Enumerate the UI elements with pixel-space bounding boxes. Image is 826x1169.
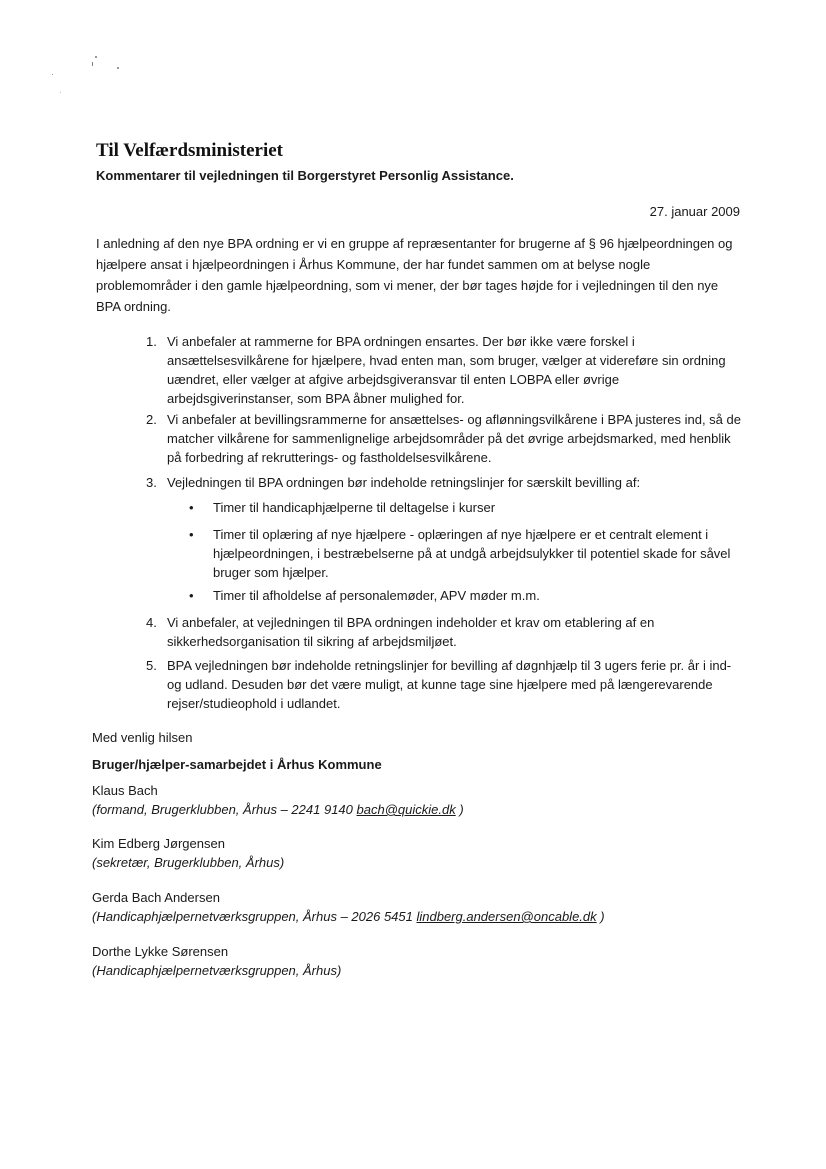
signatory-role [92,909,605,924]
bullet-item [189,586,749,605]
letter-title: Til Velfærdsministeriet [96,140,284,161]
bullet-item [189,525,749,582]
list-item [146,410,746,467]
signatory-role-close: ) [596,909,605,924]
signatory-name: Dorthe Lykke Sørensen [92,944,229,959]
signatory-name: Klaus Bach [92,783,158,798]
bullet-icon: • [189,588,194,603]
letter-date: 27. januar 2009 [649,204,740,219]
bullet-text: Timer til handicaphjælperne til deltagelse i kurser [213,500,496,515]
list-item [146,656,746,713]
bullet-text: Timer til oplæring af nye hjælpere - oplæringen af nye hjælpere er et centralt element i hjælpeordningen, i bestræbelserne på at undgå arbejdsulykker til potentiel skade for såvel bruger som hjælper. [213,527,731,580]
intro-paragraph: I anledning af den nye BPA ordning er vi en gruppe af repræsentanter for brugerne af § 96 hjælpeordningen og hjælpere ansat i hjælpeordningen i Århus Kommune, der har fundet sammen om at belyse nogle problemområder i den gamle hjælpeordning, som vi mener, der bør tages højde for i vejledningen til den nye BPA ordning. [96,236,733,314]
signatory-role: (Handicaphjælpernetværksgruppen, Århus) [92,963,342,978]
organization-name: Bruger/hjælper-samarbejdet i Århus Kommune [92,757,382,772]
bullet-item [189,498,749,517]
list-text: Vi anbefaler at rammerne for BPA ordningen ensartes. Der bør ikke være forskel i ansættelsesvilkårene for hjælpere, hvad enten man, som bruger, vælger at videreføre sin ordning uændret, eller vælger at afgive arbejdsgiveransvar til enten LOBPA eller øvrige arbejdsgiverinstanser, som BPA åbner mulighed for. [167,334,726,406]
list-text: Vi anbefaler at bevillingsrammerne for ansættelses- og aflønningsvilkårene i BPA justeres ind, så de matcher vilkårene for sammenlignelige arbejdsområder på det øvrige arbejdsmarked, med henblik på forbedring af rekrutterings- og fastholdelsesvilkårene. [167,412,741,465]
signatory-role: (sekretær, Brugerklubben, Århus) [92,855,285,870]
signatory-name: Kim Edberg Jørgensen [92,836,225,851]
list-number: 4. [146,615,157,630]
signatory-role [92,802,464,817]
list-number: 1. [146,334,157,349]
signatory-role-text: (Handicaphjælpernetværksgruppen, Århus – 2026 5451 [92,909,417,924]
letter-subtitle: Kommentarer til vejledningen til Borgerstyret Personlig Assistance. [96,168,514,183]
list-number: 5. [146,658,157,673]
list-item [146,473,746,492]
bullet-icon: • [189,500,194,515]
list-text: BPA vejledningen bør indeholde retningslinjer for bevilling af døgnhjælp til 3 ugers ferie pr. år i ind- og udland. Desuden bør det være muligt, at kunne tage sine hjælpere med på længerevarende rejser/studieophold i udlandet. [167,658,732,711]
signatory-role-text: (formand, Brugerklubben, Århus – 2241 9140 [92,802,357,817]
greeting: Med venlig hilsen [92,730,193,745]
signatory-role-close: ) [455,802,464,817]
list-text: Vejledningen til BPA ordningen bør indeholde retningslinjer for særskilt bevilling af: [167,475,641,490]
list-item [146,332,746,408]
email-link[interactable]: bach@quickie.dk [356,802,456,817]
list-number: 2. [146,412,157,427]
list-number: 3. [146,475,157,490]
email-link[interactable]: lindberg.andersen@oncable.dk [416,909,597,924]
bullet-icon: • [189,527,194,542]
list-text: Vi anbefaler, at vejledningen til BPA ordningen indeholder et krav om etablering af en sikkerhedsorganisation til sikring af arbejdsmiljøet. [167,615,655,649]
signatory-name: Gerda Bach Andersen [92,890,220,905]
bullet-text: Timer til afholdelse af personalemøder, APV møder m.m. [213,588,540,603]
list-item [146,613,746,651]
